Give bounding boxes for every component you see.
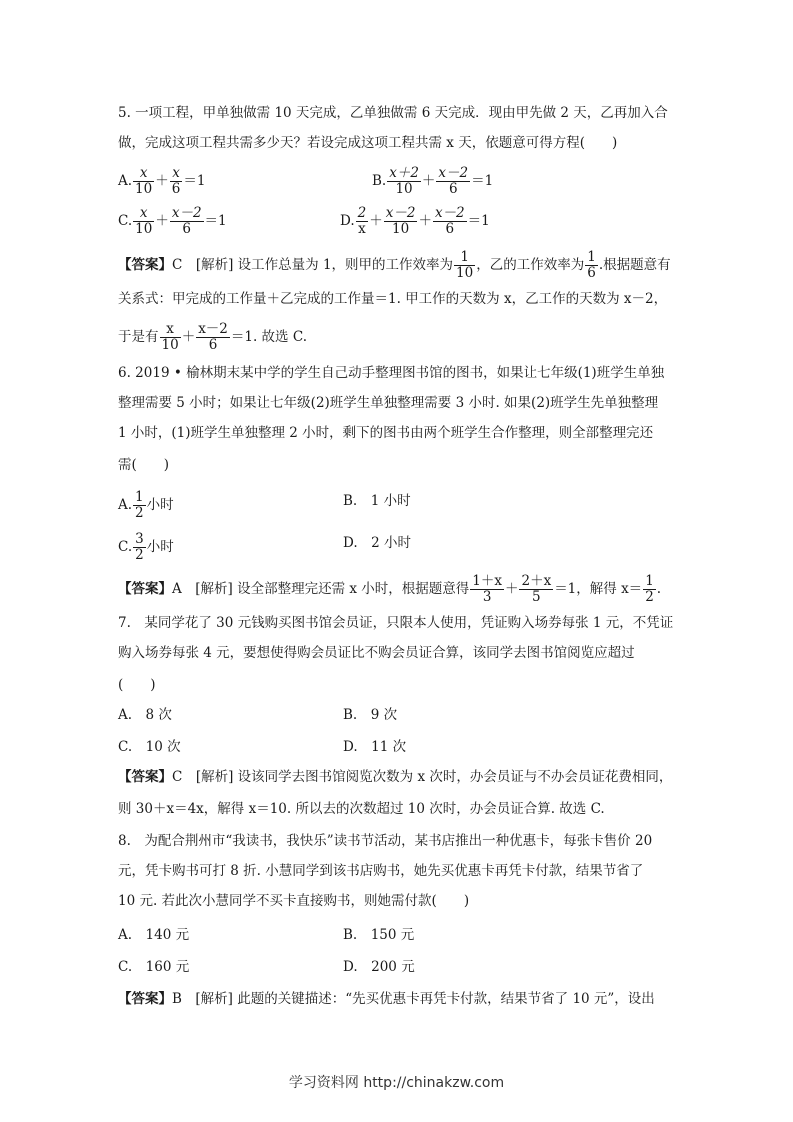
answer-tag: 【答案】	[118, 769, 172, 785]
q6-stem-line3: 1 小时，(1)班学生单独整理 2 小时，剩下的图书由两个班学生合作整理，则全部整理完还	[118, 425, 654, 441]
q7-stem-line3: ( )	[118, 677, 156, 693]
q8-stem-line1: 8. 为配合荆州市“我读书，我快乐”读书节活动，某书店推出一种优惠卡，每张卡售价 20	[118, 833, 653, 849]
q5-answer-line2: 关系式：甲完成的工作量＋乙完成的工作量＝1. 甲工作的天数为 x，乙工作的天数为 x－2，	[118, 291, 668, 307]
q5-stem-line1: 5. 一项工程，甲单独做需 10 天完成，乙单独做需 6 天完成．现由甲先做 2 天，乙再加入合	[118, 105, 668, 121]
q7-option-d: D. 11 次	[343, 739, 407, 755]
q7-answer-line1: 【答案】C [解析] 设该同学去图书馆阅览次数为 x 次时，办会员证与不办会员证花费相同，	[118, 769, 673, 785]
q8-stem-line2: 元，凭卡购书可打 8 折. 小慧同学到该书店购书，她先买优惠卡再凭卡付款，结果节省了	[118, 863, 644, 879]
q6-option-c: C. $\frac{3}{2}$ 小时	[118, 531, 174, 563]
q5-option-a: A. $\frac{x}{10}$ ＋ $\frac{x}{6}$ ＝1	[118, 165, 206, 197]
q5-option-b: B. $\frac{x+2}{10}$ ＋ $\frac{x-2}{6}$ ＝1	[372, 165, 494, 197]
q8-option-d: D. 200 元	[343, 959, 415, 975]
q7-option-a: A. 8 次	[118, 707, 172, 723]
q5-option-d: D. $\frac{2}{x}$ ＋ $\frac{x-2}{10}$ ＋ $\frac{x-2}{6}$ ＝1	[340, 205, 490, 237]
q6-stem-line2: 整理需要 5 小时；如果让七年级(2)班学生单独整理需要 3 小时. 如果(2)班学生先单独整理	[118, 395, 659, 411]
q8-option-b: B. 150 元	[343, 927, 415, 943]
q5-answer-line1: 【答案】C [解析] 设工作总量为 1，则甲的工作效率为 $\frac{1}{10}$ ，乙的工作效率为 $\frac{1}{6}$ .根据题意有	[118, 249, 671, 281]
q6-option-b: B. 1 小时	[343, 493, 411, 509]
q6-option-a: A. $\frac{1}{2}$ 小时	[118, 489, 174, 521]
q8-answer-line1: 【答案】B [解析] 此题的关键描述：“先买优惠卡再凭卡付款，结果节省了 10 元”，设出	[118, 991, 655, 1007]
answer-tag: 【答案】	[118, 581, 172, 597]
q7-option-c: C. 10 次	[118, 739, 181, 755]
q8-option-a: A. 140 元	[118, 927, 190, 943]
q6-answer-line1: 【答案】A [解析] 设全部整理完还需 x 小时，根据题意得 $\frac{1+x}{3}$ ＋ $\frac{2+x}{5}$ ＝1，解得 x＝ $\frac{1}{2}$ .	[118, 573, 662, 605]
answer-tag: 【答案】	[118, 257, 172, 273]
q7-stem-line2: 购入场券每张 4 元，要想使得购会员证比不购会员证合算，该同学去图书馆阅览应超过	[118, 645, 635, 661]
q6-option-d: D. 2 小时	[343, 535, 412, 551]
q7-answer-line2: 则 30＋x＝4x，解得 x＝10. 所以去的次数超过 10 次时，办会员证合算. 故选 C.	[118, 801, 605, 817]
q7-option-b: B. 9 次	[343, 707, 398, 723]
answer-tag: 【答案】	[118, 991, 172, 1007]
q7-stem-line1: 7. 某同学花了 30 元钱购买图书馆会员证，只限本人使用，凭证购入场券每张 1 元，不凭证	[118, 615, 674, 631]
q5-answer-line3: 于是有 $\frac{x}{10}$ ＋ $\frac{x-2}{6}$ ＝1. 故选 C.	[118, 321, 307, 353]
q8-option-c: C. 160 元	[118, 959, 190, 975]
q5-option-c: C. $\frac{x}{10}$ ＋ $\frac{x-2}{6}$ ＝1	[118, 205, 227, 237]
q5-stem-line2: 做，完成这项工程共需多少天？若设完成这项工程共需 x 天，依题意可得方程( )	[118, 135, 618, 151]
q6-stem-line4: 需( )	[118, 457, 170, 473]
q8-stem-line3: 10 元. 若此次小慧同学不买卡直接购书，则她需付款( )	[118, 893, 470, 909]
q6-stem-line1: 6. 2019 • 榆林期末某中学的学生自己动手整理图书馆的图书，如果让七年级(1)班学生单独	[118, 365, 665, 381]
footer-site-text: 学习资料网 http://chinakzw.com	[288, 1075, 505, 1091]
